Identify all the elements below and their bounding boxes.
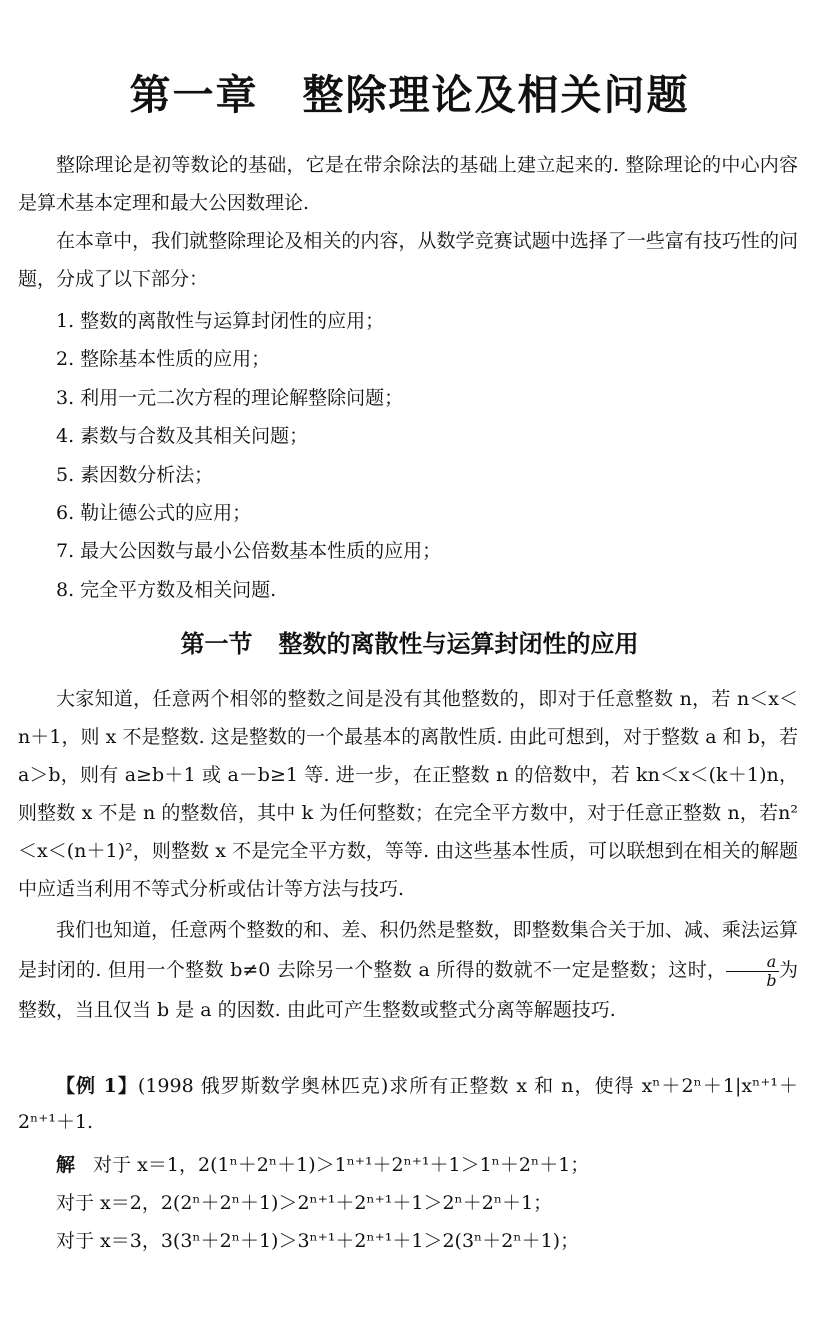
section-label: 第一节 (180, 630, 253, 658)
list-item: 7. 最大公因数与最小公倍数基本性质的应用； (56, 540, 442, 563)
fraction-denominator: b (766, 970, 777, 990)
closure-text-end: 为整数，当且仅当 b 是 a 的因数. 由此可产生整数或整式分离等解题技巧. (18, 959, 798, 1021)
chapter-title (0, 62, 819, 121)
fraction-numerator: a (726, 953, 778, 972)
list-item: 3. 利用一元二次方程的理论解整除问题； (56, 386, 404, 409)
list-item: 6. 勒让德公式的应用； (56, 501, 252, 524)
intro-paragraph-1: 整除理论是初等数论的基础，它是在带余除法的基础上建立起来的. 整除理论的中心内容是算术基本定理和最大公因数理论. (18, 154, 798, 214)
solution-step-3: 对于 x＝3，3(3ⁿ＋2ⁿ＋1)＞3ⁿ⁺¹＋2ⁿ⁺¹＋1＞2(3ⁿ＋2ⁿ＋1)； (56, 1230, 580, 1252)
example-statement: (1998 俄罗斯数学奥林匹克)求所有正整数 x 和 n，使得 xⁿ＋2ⁿ＋1|xⁿ⁺¹＋2ⁿ⁺¹＋1. (18, 1075, 798, 1133)
example-label: 【例 1】 (56, 1075, 138, 1097)
list-item: 2. 整除基本性质的应用； (56, 348, 271, 371)
example-1 (18, 1068, 798, 1140)
solution-step-2: 对于 x＝2，2(2ⁿ＋2ⁿ＋1)＞2ⁿ⁺¹＋2ⁿ⁺¹＋1＞2ⁿ＋2ⁿ＋1； (56, 1192, 553, 1214)
body-paragraph-closure (18, 910, 798, 1030)
section-title (0, 624, 819, 659)
list-item: 4. 素数与合数及其相关问题； (56, 425, 309, 448)
solution-step-text: 对于 x＝1，2(1ⁿ＋2ⁿ＋1)＞1ⁿ⁺¹＋2ⁿ⁺¹＋1＞1ⁿ＋2ⁿ＋1； (93, 1154, 590, 1176)
intro-paragraph-2: 在本章中，我们就整除理论及相关的内容，从数学竞赛试题中选择了一些富有技巧性的问题，分成了以下部分： (18, 230, 798, 290)
list-item: 5. 素因数分析法； (56, 463, 214, 486)
list-item: 1. 整数的离散性与运算封闭性的应用； (56, 310, 385, 332)
body-paragraph-discreteness: 大家知道，任意两个相邻的整数之间是没有其他整数的，即对于任意整数 n，若 n＜x＜n＋1，则 x 不是整数. 这是整数的一个最基本的离散性质. 由此可想到，对于整数 a 和 b，若 a＞b，则有 a≥b＋1 或 a－b≥1 等. 进一步，在正整数 n 的倍数中，若 kn＜x＜(k＋1)n，则整数 x 不是 n 的整数倍，其中 k 为任何整数；在完全平方数中，对于任意正整数 n，若n²＜x＜(n＋1)²，则整数 x 不是完全平方数，等等. 由这些基本性质，可以联想到在相关的解题中应适当利用不等式分析或估计等方法与技巧. (18, 688, 798, 900)
chapter-label: 第一章 (129, 71, 259, 119)
solution-step-1 (56, 1148, 589, 1182)
topic-list (56, 302, 441, 609)
closure-text-start: 我们也知道，任意两个整数的和、差、积仍然是整数，即整数集合关于加、减、乘法运算是封闭的. 但用一个整数 b≠0 去除另一个整数 a 所得的数就不一定是整数；这时， (18, 919, 798, 981)
list-item: 8. 完全平方数及相关问题. (56, 578, 277, 601)
section-name: 整数的离散性与运算封闭性的应用 (278, 630, 639, 658)
fraction-a-over-b (726, 953, 778, 990)
chapter-name: 整除理论及相关问题 (302, 71, 690, 119)
solution-label: 解 (56, 1154, 76, 1176)
